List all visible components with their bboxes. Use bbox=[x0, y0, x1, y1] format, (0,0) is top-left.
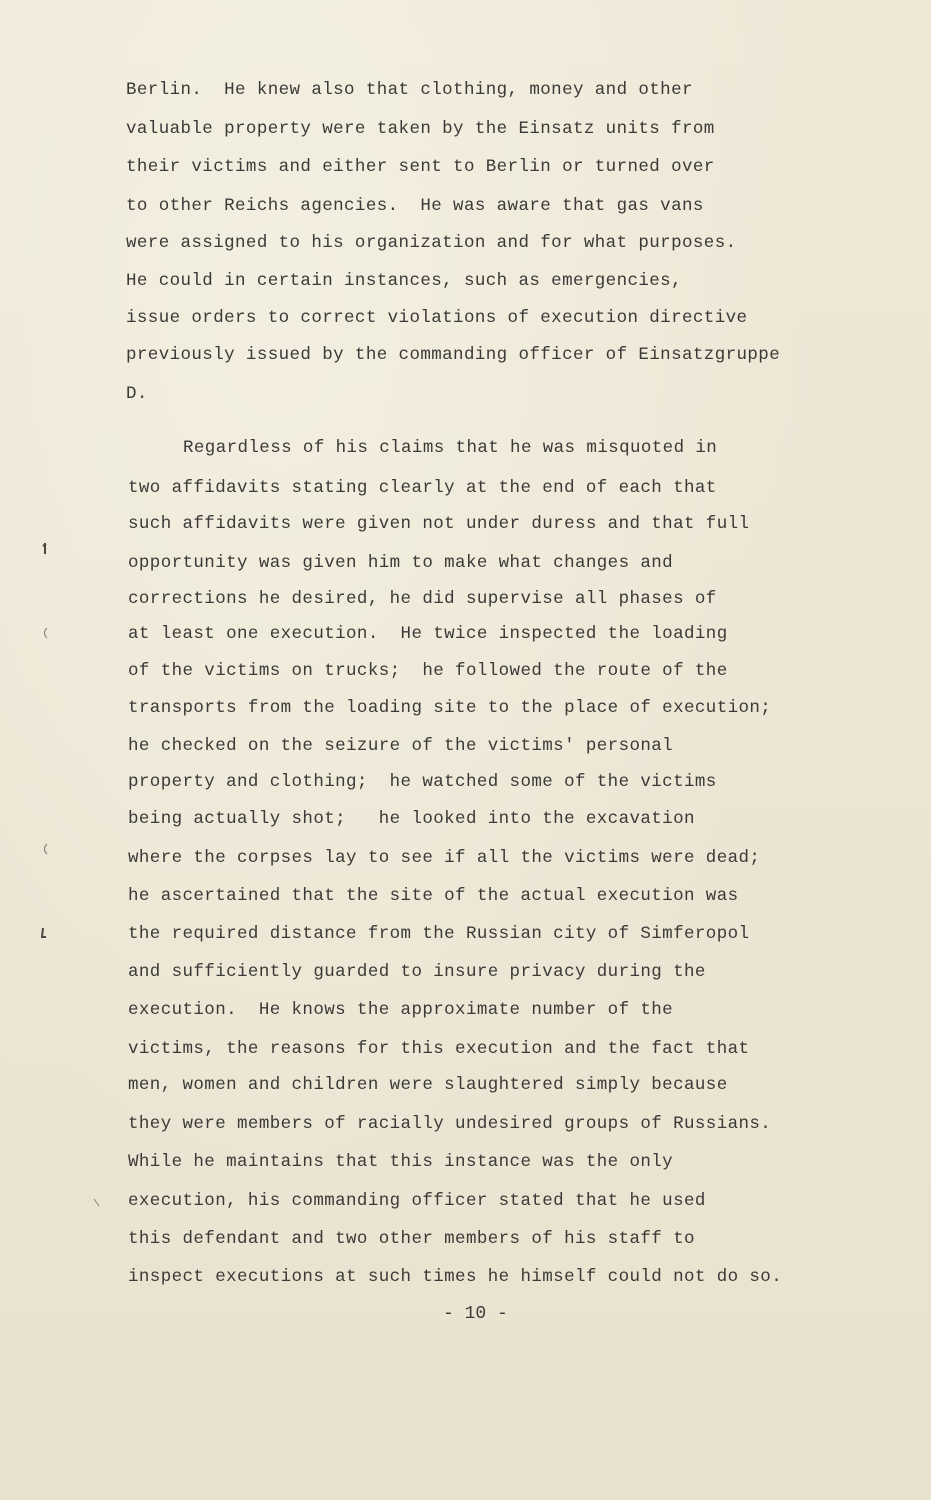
text-line: and sufficiently guarded to insure privacy during the bbox=[128, 962, 706, 982]
margin-mark bbox=[38, 926, 48, 940]
text-line: they were members of racially undesired groups of Russians. bbox=[128, 1114, 772, 1134]
text-line: of the victims on trucks; he followed the route of the bbox=[128, 661, 728, 681]
text-line: to other Reichs agencies. He was aware that gas vans bbox=[126, 196, 704, 216]
text-line: transports from the loading site to the place of execution; bbox=[128, 698, 772, 718]
margin-mark bbox=[40, 626, 50, 640]
margin-mark bbox=[40, 842, 50, 856]
text-line: previously issued by the commanding officer of Einsatzgruppe bbox=[126, 345, 781, 365]
text-line: two affidavits stating clearly at the end of each that bbox=[128, 478, 717, 498]
text-line: where the corpses lay to see if all the victims were dead; bbox=[128, 848, 761, 868]
text-line: D. bbox=[126, 384, 148, 404]
text-line: valuable property were taken by the Einsatz units from bbox=[126, 119, 715, 139]
text-line: this defendant and two other members of his staff to bbox=[128, 1229, 695, 1249]
text-line: being actually shot; he looked into the excavation bbox=[128, 809, 695, 829]
text-line: While he maintains that this instance was the only bbox=[128, 1152, 674, 1172]
text-line: issue orders to correct violations of execution directive bbox=[126, 308, 748, 328]
text-line: Berlin. He knew also that clothing, money and other bbox=[126, 80, 693, 100]
text-line: property and clothing; he watched some of the victims bbox=[128, 772, 717, 792]
text-line: such affidavits were given not under duress and that full bbox=[128, 514, 750, 534]
text-line: opportunity was given him to make what changes and bbox=[128, 553, 674, 573]
text-line: Regardless of his claims that he was misquoted in bbox=[183, 438, 718, 458]
text-line: their victims and either sent to Berlin or turned over bbox=[126, 157, 715, 177]
text-line: were assigned to his organization and for what purposes. bbox=[126, 233, 737, 253]
text-line: victims, the reasons for this execution and the fact that bbox=[128, 1039, 750, 1059]
text-line: execution, his commanding officer stated that he used bbox=[128, 1191, 706, 1211]
text-line: he checked on the seizure of the victims' personal bbox=[128, 736, 674, 756]
margin-mark bbox=[40, 542, 50, 556]
text-line: he ascertained that the site of the actual execution was bbox=[128, 886, 739, 906]
text-line: at least one execution. He twice inspected the loading bbox=[128, 624, 728, 644]
text-line: He could in certain instances, such as emergencies, bbox=[126, 271, 682, 291]
text-line: corrections he desired, he did supervise all phases of bbox=[128, 589, 717, 609]
text-line: inspect executions at such times he himself could not do so. bbox=[128, 1267, 783, 1287]
text-line: men, women and children were slaughtered simply because bbox=[128, 1075, 728, 1095]
text-line: the required distance from the Russian city of Simferopol bbox=[128, 924, 750, 944]
page-number: - 10 - bbox=[443, 1304, 508, 1324]
margin-mark bbox=[92, 1197, 102, 1209]
text-line: execution. He knows the approximate number of the bbox=[128, 1000, 674, 1020]
